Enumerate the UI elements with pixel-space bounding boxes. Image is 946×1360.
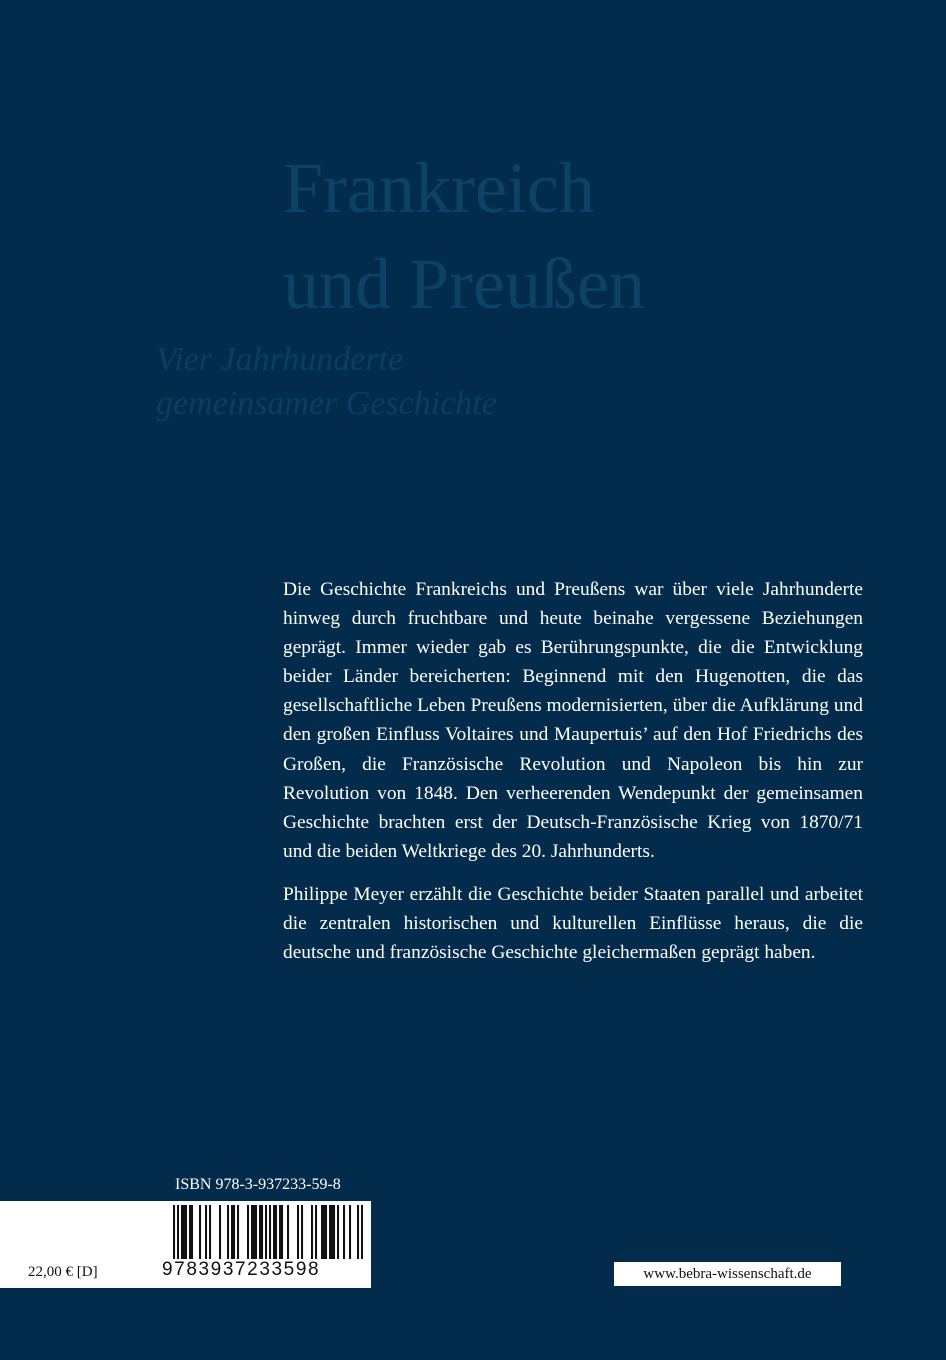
barcode-bar bbox=[281, 1205, 283, 1259]
barcode-bar bbox=[337, 1205, 339, 1259]
barcode-bar bbox=[315, 1205, 317, 1259]
book-subtitle-line-1: Vier Jahrhunderte bbox=[156, 341, 404, 378]
barcode-bar bbox=[189, 1205, 191, 1259]
barcode-bar bbox=[247, 1205, 249, 1259]
barcode-bar bbox=[269, 1205, 271, 1259]
barcode-bar bbox=[185, 1205, 187, 1259]
barcode-bar bbox=[259, 1205, 261, 1259]
barcode-bar bbox=[343, 1205, 345, 1259]
barcode-bar bbox=[237, 1205, 239, 1259]
barcode-bar bbox=[265, 1205, 267, 1259]
barcode-bar bbox=[333, 1205, 335, 1259]
barcode-bar bbox=[323, 1205, 325, 1259]
barcode-bar bbox=[233, 1205, 235, 1259]
barcode-bar bbox=[357, 1205, 359, 1259]
price-label: 22,00 € [D] bbox=[28, 1264, 98, 1280]
barcode-bar bbox=[199, 1205, 201, 1259]
barcode-bar bbox=[227, 1205, 229, 1259]
barcode-bar bbox=[321, 1205, 323, 1259]
book-subtitle bbox=[156, 338, 796, 426]
book-title-line-2: und Preußen bbox=[283, 244, 645, 324]
isbn-label: ISBN 978-3-937233-59-8 bbox=[175, 1176, 341, 1193]
barcode-bar bbox=[311, 1205, 313, 1259]
barcode-bar bbox=[301, 1205, 303, 1259]
barcode-bar bbox=[209, 1205, 211, 1259]
barcode-digits: 9783937233598 bbox=[162, 1259, 321, 1280]
barcode-bar bbox=[349, 1205, 351, 1259]
publisher-website: www.bebra-wissenschaft.de bbox=[614, 1262, 841, 1286]
barcode-bar bbox=[181, 1205, 183, 1259]
barcode-bar bbox=[279, 1205, 281, 1259]
barcode-bars bbox=[173, 1205, 363, 1259]
barcode-bar bbox=[287, 1205, 289, 1259]
book-title bbox=[283, 140, 903, 332]
barcode-bar bbox=[361, 1205, 363, 1259]
barcode-bar bbox=[205, 1205, 207, 1259]
barcode-bar bbox=[253, 1205, 255, 1259]
barcode-bar bbox=[273, 1205, 275, 1259]
barcode-bar bbox=[331, 1205, 333, 1259]
barcode-bar bbox=[275, 1205, 277, 1259]
barcode-bar bbox=[297, 1205, 299, 1259]
barcode-bar bbox=[173, 1205, 175, 1259]
barcode-bar bbox=[231, 1205, 233, 1259]
barcode-bar bbox=[251, 1205, 253, 1259]
barcode-bar bbox=[255, 1205, 257, 1259]
barcode-bar bbox=[191, 1205, 193, 1259]
barcode-bar bbox=[183, 1205, 185, 1259]
barcode-image bbox=[173, 1205, 363, 1259]
blurb-text bbox=[283, 575, 863, 967]
barcode-bar bbox=[177, 1205, 179, 1259]
barcode-bar bbox=[329, 1205, 331, 1259]
blurb-paragraph-2: Philippe Meyer erzählt die Geschichte beider Staaten parallel und arbeitet die zentralen historischen und kulturellen Einflüsse heraus, die die deutsche und französische Geschichte gleichermaßen geprägt haben. bbox=[283, 883, 863, 964]
blurb-paragraph-1: Die Geschichte Frankreichs und Preußens war über viele Jahrhunderte hinweg durch fruchtbare und heute beinahe vergessene Beziehungen geprägt. Immer wieder gab es Berührungspunkte, die die Entwicklung beider Länder bereicherten: Beginnend mit den Hugenotten, die das gesellschaftliche Leben Preußens modernisierten, über die Aufklärung und den großen Einfluss Voltaires und Maupertuis’ auf den Hof Friedrichs des Großen, die Französische Revolution und Napoleon bis hin zur Revolution von 1848. Den verheerenden Wendepunkt der gemeinsamen Geschichte brachten erst der Deutsch-Französische Krieg von 1870/71 und die beiden Weltkriege des 20. Jahrhunderts. bbox=[283, 579, 863, 862]
barcode-bar bbox=[219, 1205, 221, 1259]
barcode-bar bbox=[325, 1205, 327, 1259]
book-subtitle-line-2: gemeinsamer Geschichte bbox=[156, 385, 497, 422]
barcode-bar bbox=[261, 1205, 263, 1259]
book-title-line-1: Frankreich bbox=[283, 148, 595, 228]
